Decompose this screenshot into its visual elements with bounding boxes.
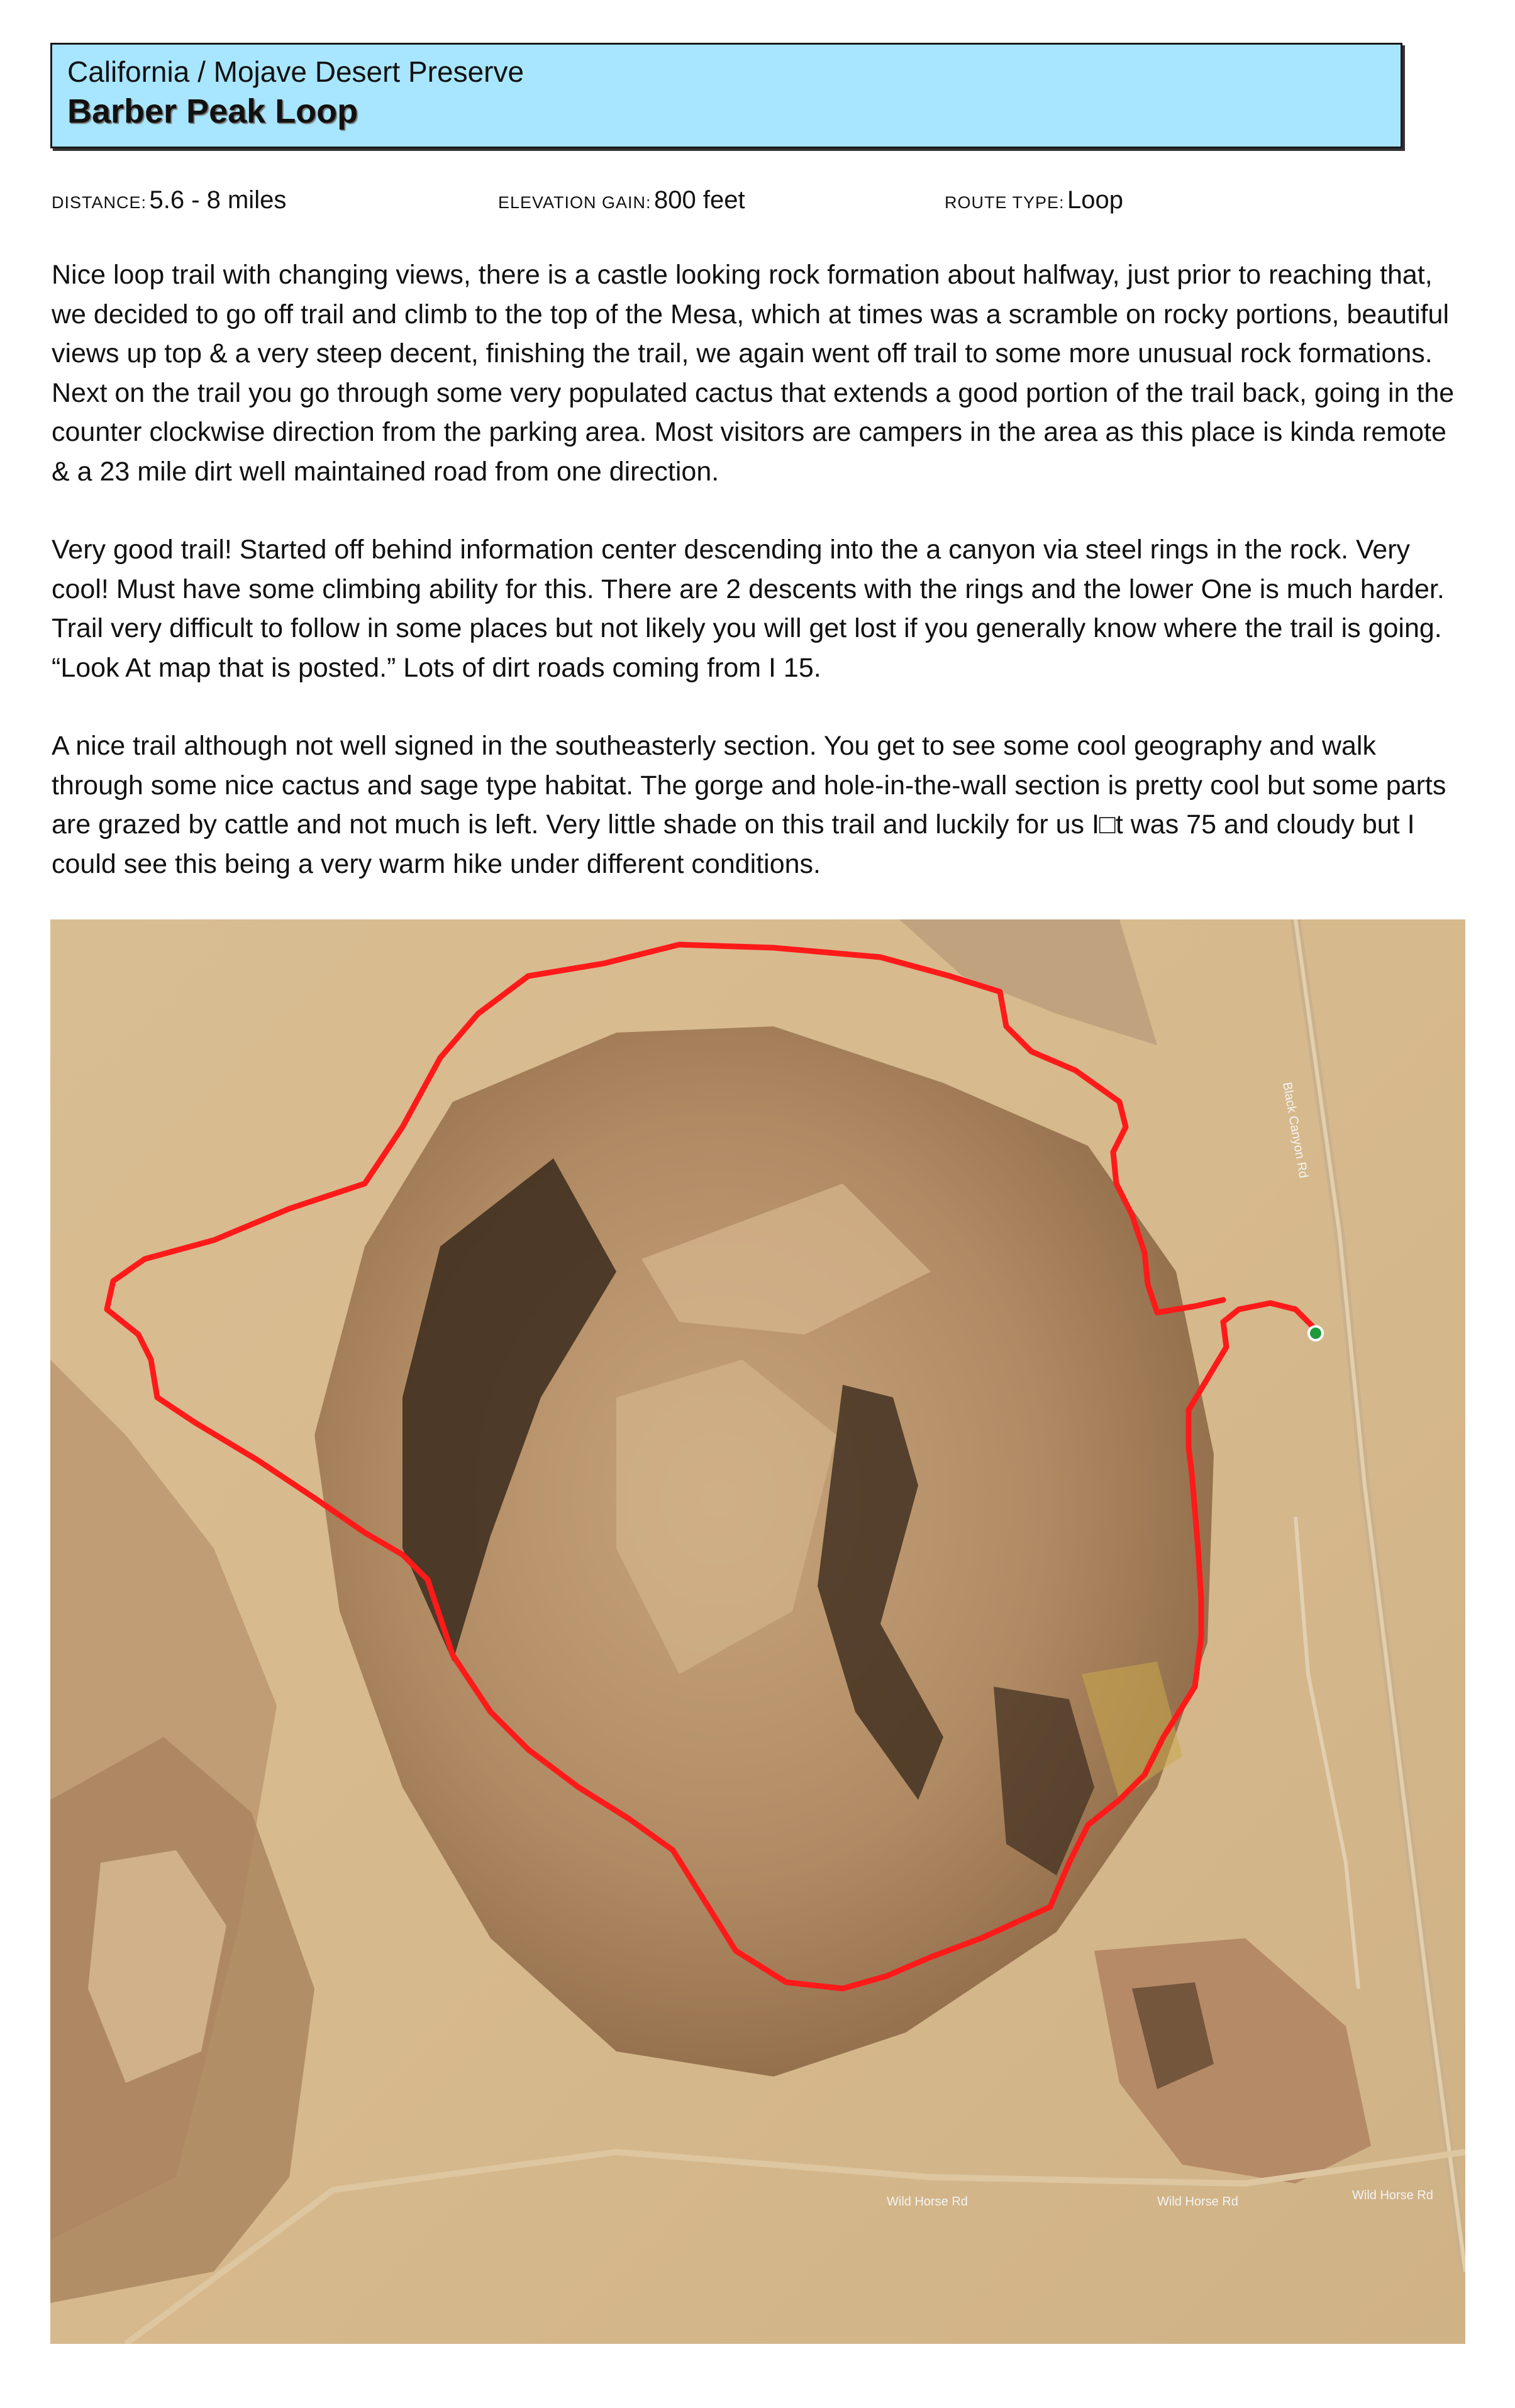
distance-stat — [52, 186, 286, 214]
elevation-value: 800 feet — [654, 186, 745, 214]
elevation-stat — [498, 186, 745, 214]
route-type-value: Loop — [1067, 186, 1123, 214]
trail-stats — [52, 186, 1460, 224]
review-text: Very good trail! Started off behind information center descending into the a canyon via steel rings in the rock. Very cool! Must have some climbing ability for this. There are 2 descents with the rings and the lower One is much harder. Trail very difficult to follow in some places but not likely you will get lost if you generally know where the trail is going. “Look At map that is posted.” Lots of dirt roads coming from I 15. — [52, 535, 1445, 683]
road-label: Black Canyon Rd — [1280, 1081, 1311, 1180]
road-label: Wild Horse Rd — [887, 2195, 968, 2209]
region-breadcrumb: California / Mojave Desert Preserve — [67, 55, 524, 88]
distance-value: 5.6 - 8 miles — [149, 186, 287, 214]
reviews-section — [52, 255, 1467, 923]
trail-title: Barber Peak Loop — [67, 92, 358, 130]
review-text: A nice trail although not well signed in the southeasterly section. You get to see some cool geography and walk through some nice cactus and sage type habitat. The gorge and hole-in-the-wall section is pretty cool but some parts are grazed by cattle and not much is left. Very little shade on this trail and luckily for us I□t was 75 and cloudy but I could see this being a very warm hike under different conditions. — [52, 731, 1446, 879]
route-type-stat — [945, 186, 1123, 214]
elevation-label: ELEVATION GAIN: — [498, 193, 652, 212]
trailhead-marker[interactable] — [1309, 1326, 1323, 1340]
road-label: Wild Horse Rd — [1352, 2189, 1433, 2202]
satellite-map-image — [50, 919, 1465, 2344]
route-type-label: ROUTE TYPE: — [945, 193, 1065, 212]
distance-label: DISTANCE: — [52, 193, 147, 212]
road-label: Wild Horse Rd — [1157, 2195, 1238, 2209]
trail-map[interactable] — [50, 919, 1465, 2344]
trail-header — [50, 43, 1402, 148]
review-text: Nice loop trail with changing views, there is a castle looking rock formation about halfway, just prior to reaching that, we decided to go off trail and climb to the top of the Mesa, which at times was a scramble on rocky portions, beautiful views up top & a very steep decent, finishing the trail, we again went off trail to some more unusual rock formations. Next on the trail you go through some very populated cactus that extends a good portion of the trail back, going in the counter clockwise direction from the parking area. Most visitors are campers in the area as this place is kinda remote & a 23 mile dirt well maintained road from one direction. — [52, 260, 1455, 487]
